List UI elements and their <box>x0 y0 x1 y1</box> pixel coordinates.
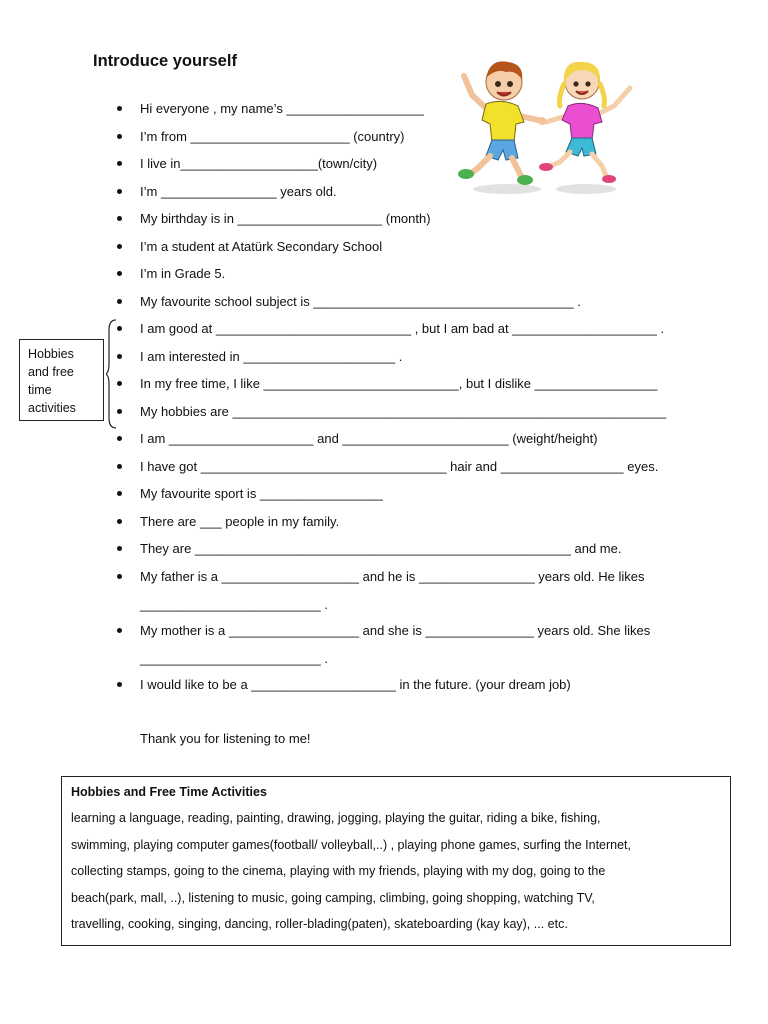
bullet <box>117 491 122 496</box>
word-bank-line: beach(park, mall, ..), listening to music, going camping, climbing, going shopping, watching TV, <box>71 890 595 905</box>
bullet <box>117 436 122 441</box>
list-item: I’m ________________ years old. <box>140 184 337 199</box>
list-item: In my free time, I like ___________________________, but I dislike _________________ <box>140 376 658 391</box>
list-item: My hobbies are ____________________________________________________________ <box>140 404 667 419</box>
side-label-line: time <box>28 383 52 397</box>
hobbies-word-bank <box>61 776 731 946</box>
bullet <box>117 628 122 633</box>
list-item: I live in___________________(town/city) <box>140 156 378 171</box>
list-item: My mother is a __________________ and she is _______________ years old. She likes <box>140 623 651 638</box>
list-item: Hi everyone , my name’s ___________________ <box>140 101 424 116</box>
word-bank-line: swimming, playing computer games(football/ volleyball,..) , playing phone games, surfing the Internet, <box>71 837 632 852</box>
list-item: I am interested in _____________________ . <box>140 349 403 364</box>
hobbies-side-label <box>19 339 104 421</box>
list-item: My father is a ___________________ and he is ________________ years old. He likes <box>140 569 645 584</box>
list-item: There are ___ people in my family. <box>140 514 340 529</box>
word-bank-line: collecting stamps, going to the cinema, playing with my friends, playing with my dog, going to the <box>71 864 606 878</box>
list-item: I would like to be a ____________________ in the future. (your dream job) <box>140 677 571 692</box>
word-bank-line: learning a language, reading, painting, drawing, jogging, playing the guitar, riding a bike, fishing, <box>71 811 601 825</box>
list-item: My favourite sport is _________________ <box>140 486 383 501</box>
list-item: They are ____________________________________________________ and me. <box>140 541 622 556</box>
list-item: I’m in Grade 5. <box>140 266 226 281</box>
bullet <box>117 464 122 469</box>
curly-brace-icon <box>106 318 118 430</box>
closing-line: Thank you for listening to me! <box>140 731 311 746</box>
list-item: I am good at ___________________________ , but I am bad at ____________________ . <box>140 321 665 336</box>
bullet <box>117 271 122 276</box>
list-item: My birthday is in ____________________ (month) <box>140 211 431 226</box>
bullet <box>117 519 122 524</box>
bullet <box>117 216 122 221</box>
side-label-line: Hobbies <box>28 347 74 361</box>
bullet <box>117 299 122 304</box>
list-item: I’m from ______________________ (country) <box>140 129 405 144</box>
word-bank-title: Hobbies and Free Time Activities <box>71 785 267 799</box>
bullet <box>117 546 122 551</box>
bullet <box>117 189 122 194</box>
list-item-continuation: _________________________ . <box>140 651 328 666</box>
bullet <box>117 244 122 249</box>
page-title: Introduce yourself <box>93 52 237 70</box>
bullet <box>117 134 122 139</box>
side-label-line: and free <box>28 365 74 379</box>
bullet <box>117 106 122 111</box>
bullet <box>117 574 122 579</box>
bullet <box>117 161 122 166</box>
bullet <box>117 682 122 687</box>
word-bank-line: travelling, cooking, singing, dancing, roller-blading(paten), skateboarding (kay kay), ... etc. <box>71 917 568 931</box>
list-item: My favourite school subject is ____________________________________ . <box>140 294 581 309</box>
list-item: I am ____________________ and _______________________ (weight/height) <box>140 431 598 446</box>
list-item-continuation: _________________________ . <box>140 597 328 612</box>
list-item: I have got __________________________________ hair and _________________ eyes. <box>140 459 659 474</box>
list-item: I’m a student at Atatürk Secondary School <box>140 239 383 254</box>
side-label-line: activities <box>28 401 76 415</box>
